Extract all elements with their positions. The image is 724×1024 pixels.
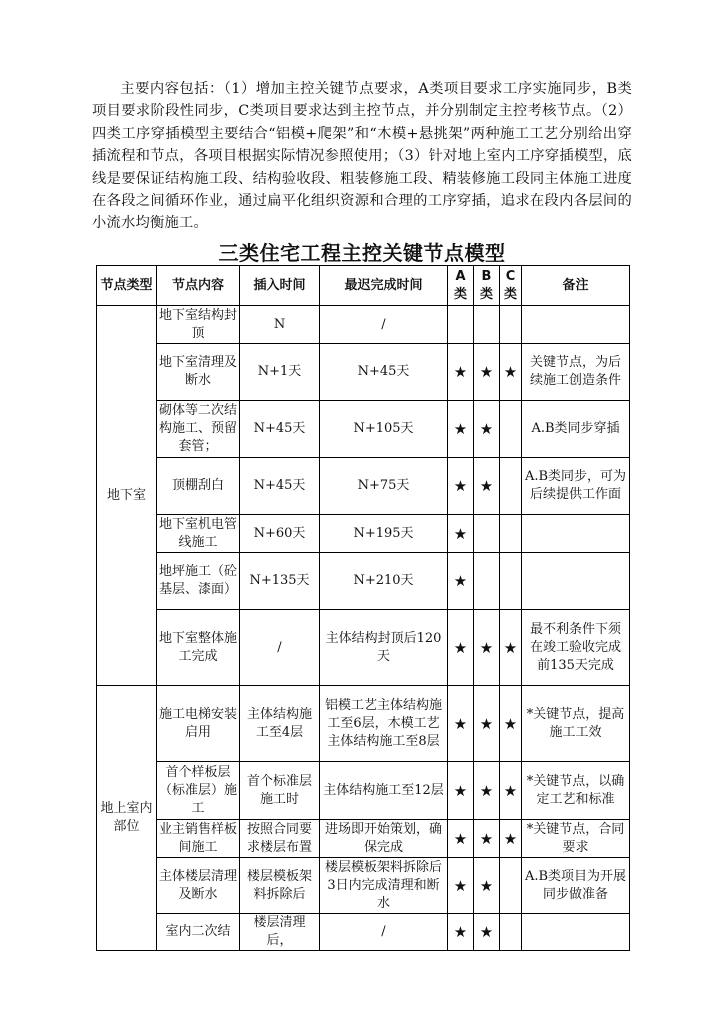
class-b-star: ★ <box>474 610 500 686</box>
class-b-star: ★ <box>474 762 500 820</box>
class-c-cell <box>500 914 522 951</box>
row-latest-time: N+75天 <box>320 458 448 515</box>
class-a-star: ★ <box>448 858 474 914</box>
row-insert-time: 按照合同要求楼层布置 <box>240 820 320 858</box>
header-node-content: 节点内容 <box>157 266 240 306</box>
class-a-star: ★ <box>448 401 474 458</box>
class-c-cell <box>500 458 522 515</box>
row-insert-time: N+1天 <box>240 344 320 401</box>
row-content: 地下室结构封顶 <box>157 306 240 344</box>
row-latest-time: 进场即开始策划，确保完成 <box>320 820 448 858</box>
table-row <box>97 515 630 553</box>
row-insert-time: N <box>240 306 320 344</box>
table-row <box>97 820 630 858</box>
class-c-cell <box>500 553 522 610</box>
class-c-cell <box>500 306 522 344</box>
row-latest-time: N+210天 <box>320 553 448 610</box>
row-content: 主体楼层清理及断水 <box>157 858 240 914</box>
row-content: 室内二次结 <box>157 914 240 951</box>
class-c-star: ★ <box>500 820 522 858</box>
group-basement: 地下室 <box>97 306 157 686</box>
class-a-star: ★ <box>448 515 474 553</box>
row-note <box>522 306 630 344</box>
header-class-a: A类 <box>448 266 474 306</box>
row-latest-time: 楼层模板架料拆除后3日内完成清理和断水 <box>320 858 448 914</box>
table-row <box>97 686 630 762</box>
header-class-c: C类 <box>500 266 522 306</box>
row-note: 关键节点，为后续施工创造条件 <box>522 344 630 401</box>
header-insert-time: 插入时间 <box>240 266 320 306</box>
table-row <box>97 762 630 820</box>
class-c-star: ★ <box>500 610 522 686</box>
row-latest-time: 主体结构施工至12层 <box>320 762 448 820</box>
header-note: 备注 <box>522 266 630 306</box>
row-note: A.B类同步穿插 <box>522 401 630 458</box>
row-insert-time: 楼层清理后， <box>240 914 320 951</box>
table-row <box>97 344 630 401</box>
row-latest-time: / <box>320 306 448 344</box>
class-b-cell <box>474 306 500 344</box>
header-class-b: B类 <box>474 266 500 306</box>
row-content: 施工电梯安装启用 <box>157 686 240 762</box>
row-insert-time: N+60天 <box>240 515 320 553</box>
row-insert-time: N+45天 <box>240 458 320 515</box>
row-latest-time: N+105天 <box>320 401 448 458</box>
row-content: 地下室整体施工完成 <box>157 610 240 686</box>
class-b-star: ★ <box>474 344 500 401</box>
intro-paragraph: 主要内容包括：（1）增加主控关键节点要求，A类项目要求工序实施同步，B类项目要求阶段性同步，C类项目要求达到主控节点，并分别制定主控考核节点。（2）四类工序穿插模型主要结合“铝模+爬架”和“木模+悬挑架”两种施工工艺分别给出穿插流程和节点，各项目根据实际情况参照使用；（3）针对地上室内工序穿插模型，底线是要保证结构施工段、结构验收段、粗装修施工段、精装修施工段同主体施工进度在各段之间循环作业，通过扁平化组织资源和合理的工序穿插，追求在段内各层间的小流水均衡施工。 <box>92 81 632 232</box>
row-note <box>522 515 630 553</box>
table-row <box>97 610 630 686</box>
row-note: A.B类项目为开展同步做准备 <box>522 858 630 914</box>
row-content: 首个样板层（标准层）施工 <box>157 762 240 820</box>
row-latest-time: 铝模工艺主体结构施工至6层，木模工艺主体结构施工至8层 <box>320 686 448 762</box>
row-note: 最不利条件下须在竣工验收完成前135天完成 <box>522 610 630 686</box>
class-b-cell <box>474 553 500 610</box>
row-insert-time: 楼层模板架料拆除后 <box>240 858 320 914</box>
table-row <box>97 306 630 344</box>
row-content: 砌体等二次结构施工、预留套管； <box>157 401 240 458</box>
row-insert-time: N+135天 <box>240 553 320 610</box>
row-note <box>522 553 630 610</box>
row-insert-time: N+45天 <box>240 401 320 458</box>
class-c-star: ★ <box>500 762 522 820</box>
class-a-star: ★ <box>448 610 474 686</box>
class-a-star: ★ <box>448 914 474 951</box>
row-insert-time: 主体结构施工至4层 <box>240 686 320 762</box>
table-title: 三类住宅工程主控关键节点模型 <box>218 241 506 265</box>
header-node-type: 节点类型 <box>97 266 157 306</box>
class-c-star: ★ <box>500 344 522 401</box>
class-a-star: ★ <box>448 820 474 858</box>
class-c-cell <box>500 515 522 553</box>
group-above-ground-interior: 地上室内部位 <box>97 686 157 951</box>
row-latest-time: / <box>320 914 448 951</box>
row-note <box>522 914 630 951</box>
class-c-cell <box>500 858 522 914</box>
class-b-star: ★ <box>474 401 500 458</box>
row-content: 业主销售样板间施工 <box>157 820 240 858</box>
class-b-star: ★ <box>474 458 500 515</box>
row-insert-time: / <box>240 610 320 686</box>
table-row <box>97 914 630 951</box>
class-b-star: ★ <box>474 686 500 762</box>
row-note: *关键节点，合同要求 <box>522 820 630 858</box>
row-latest-time: N+195天 <box>320 515 448 553</box>
row-content: 地下室清理及断水 <box>157 344 240 401</box>
row-content: 地坪施工（砼基层、漆面） <box>157 553 240 610</box>
row-insert-time: 首个标准层施工时 <box>240 762 320 820</box>
class-a-cell <box>448 306 474 344</box>
class-b-cell <box>474 515 500 553</box>
row-latest-time: N+45天 <box>320 344 448 401</box>
class-c-star: ★ <box>500 686 522 762</box>
class-b-star: ★ <box>474 858 500 914</box>
class-b-star: ★ <box>474 914 500 951</box>
table-header-row <box>97 266 630 306</box>
class-a-star: ★ <box>448 686 474 762</box>
row-latest-time: 主体结构封顶后120天 <box>320 610 448 686</box>
class-a-star: ★ <box>448 458 474 515</box>
table-row <box>97 458 630 515</box>
header-latest-time: 最迟完成时间 <box>320 266 448 306</box>
class-c-cell <box>500 401 522 458</box>
row-content: 地下室机电管线施工 <box>157 515 240 553</box>
table-row <box>97 401 630 458</box>
row-content: 顶棚刮白 <box>157 458 240 515</box>
class-a-star: ★ <box>448 762 474 820</box>
class-a-star: ★ <box>448 553 474 610</box>
node-model-table <box>96 265 630 951</box>
row-note: *关键节点，以确定工艺和标准 <box>522 762 630 820</box>
row-note: A.B类同步，可为后续提供工作面 <box>522 458 630 515</box>
class-a-star: ★ <box>448 344 474 401</box>
table-row <box>97 858 630 914</box>
table-row <box>97 553 630 610</box>
row-note: *关键节点，提高施工工效 <box>522 686 630 762</box>
class-b-star: ★ <box>474 820 500 858</box>
